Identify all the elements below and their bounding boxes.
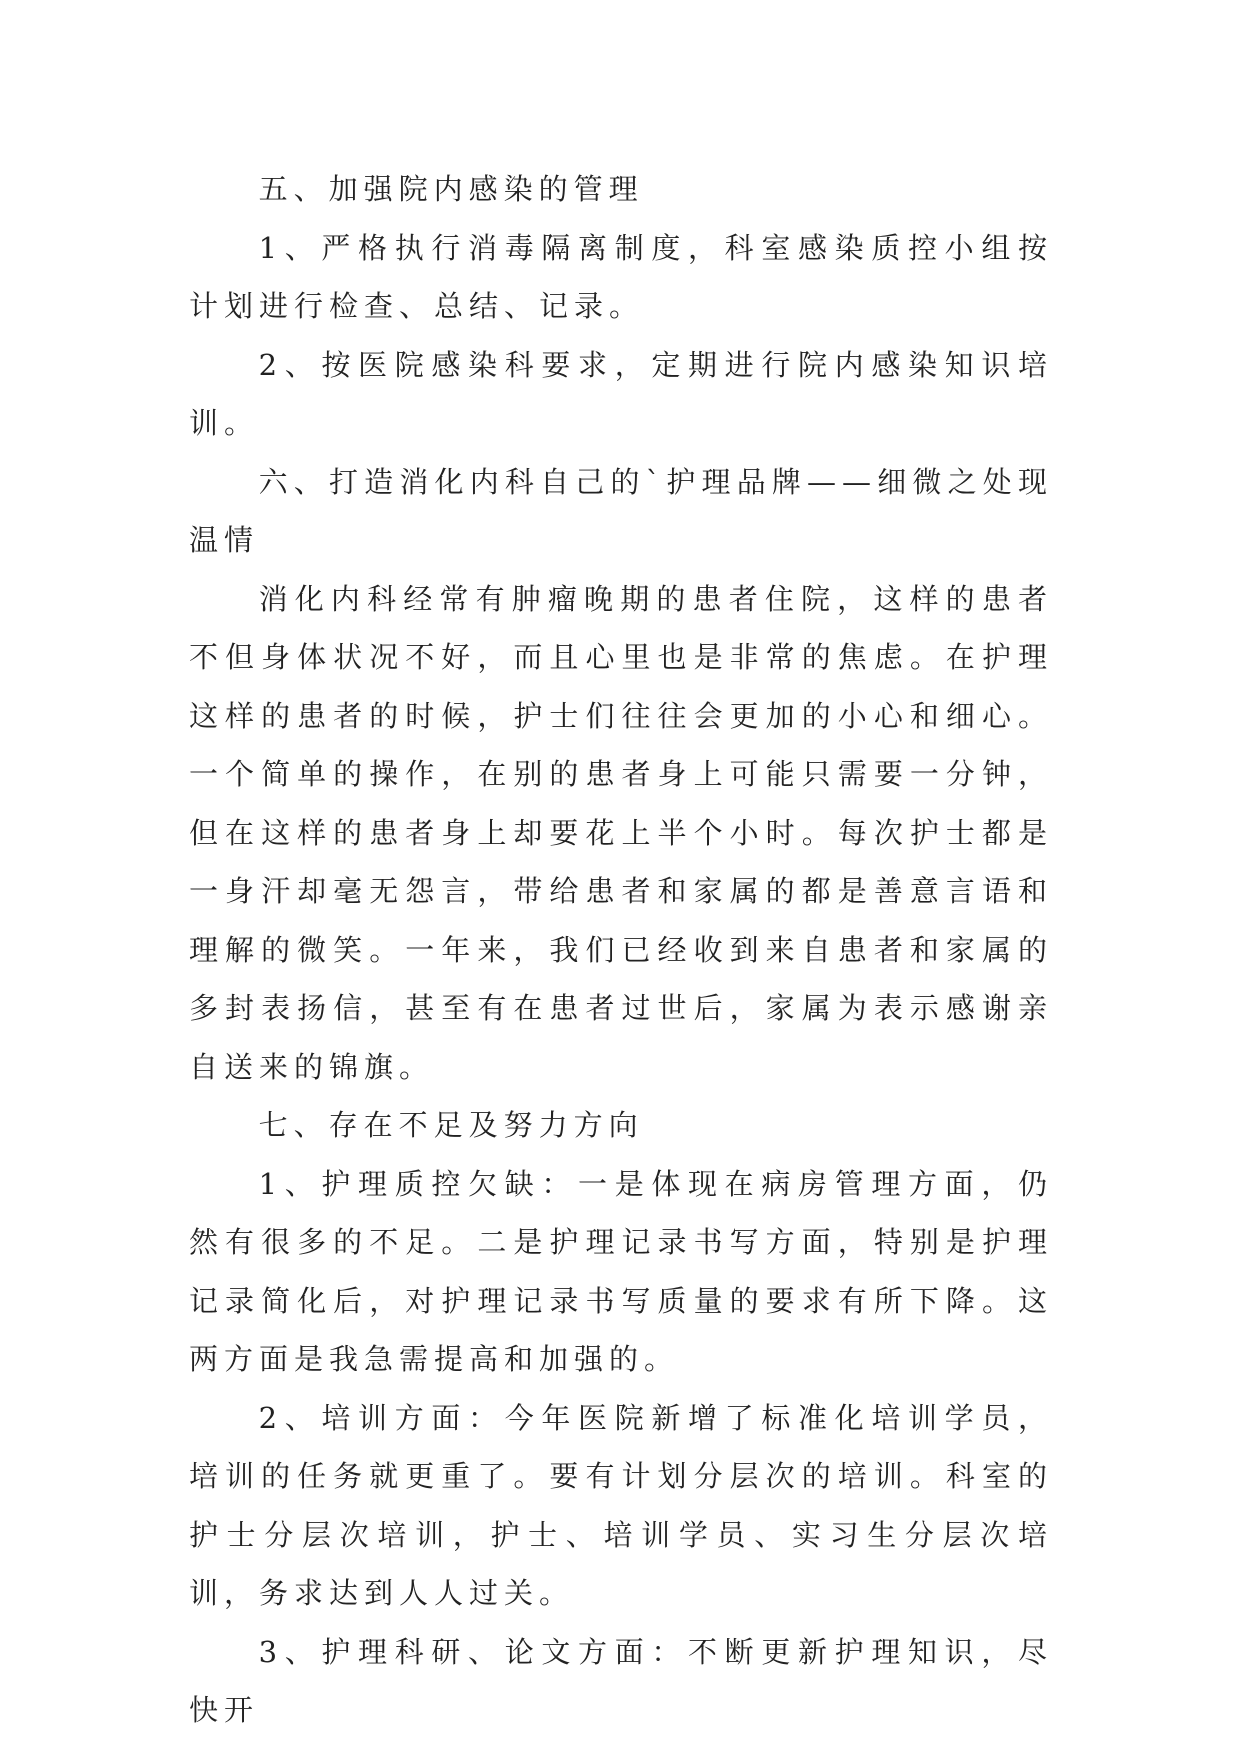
paragraph-research: 3、护理科研、论文方面：不断更新护理知识，尽快开 [189, 1634, 1053, 1727]
paragraph-infection-training: 2、按医院感染科要求，定期进行院内感染知识培训。 [189, 347, 1053, 440]
paragraph-disinfection-isolation: 1、严格执行消毒隔离制度，科室感染质控小组按计划进行检查、总结、记录。 [189, 230, 1053, 323]
paragraph-training: 2、培训方面：今年医院新增了标准化培训学员，培训的任务就更重了。要有计划分层次的培训。科室的护士分层次培训，护士、培训学员、实习生分层次培训，务求达到人人过关。 [189, 1400, 1053, 1610]
section-heading-nursing-brand: 六、打造消化内科自己的`护理品牌——细微之处现温情 [189, 464, 1053, 557]
section-heading-shortcomings: 七、存在不足及努力方向 [258, 1108, 644, 1142]
paragraph-patient-care: 消化内科经常有肿瘤晚期的患者住院，这样的患者不但身体状况不好，而且心里也是非常的焦虑。在护理这样的患者的时候，护士们往往会更加的小心和细心。一个简单的操作，在别的患者身上可能只需要一分钟，但在这样的患者身上却要花上半个小时。每次护士都是一身汗却毫无怨言，带给患者和家属的都是善意言语和理解的微笑。一年来，我们已经收到来自患者和家属的多封表扬信，甚至有在患者过世后，家属为表示感谢亲自送来的锦旗。 [189, 581, 1053, 1084]
section-heading-infection-control: 五、加强院内感染的管理 [258, 172, 644, 206]
document-body [189, 160, 1053, 1740]
paragraph-quality-control: 1、护理质控欠缺：一是体现在病房管理方面，仍然有很多的不足。二是护理记录书写方面，特别是护理记录简化后，对护理记录书写质量的要求有所下降。这两方面是我急需提高和加强的。 [189, 1166, 1053, 1376]
